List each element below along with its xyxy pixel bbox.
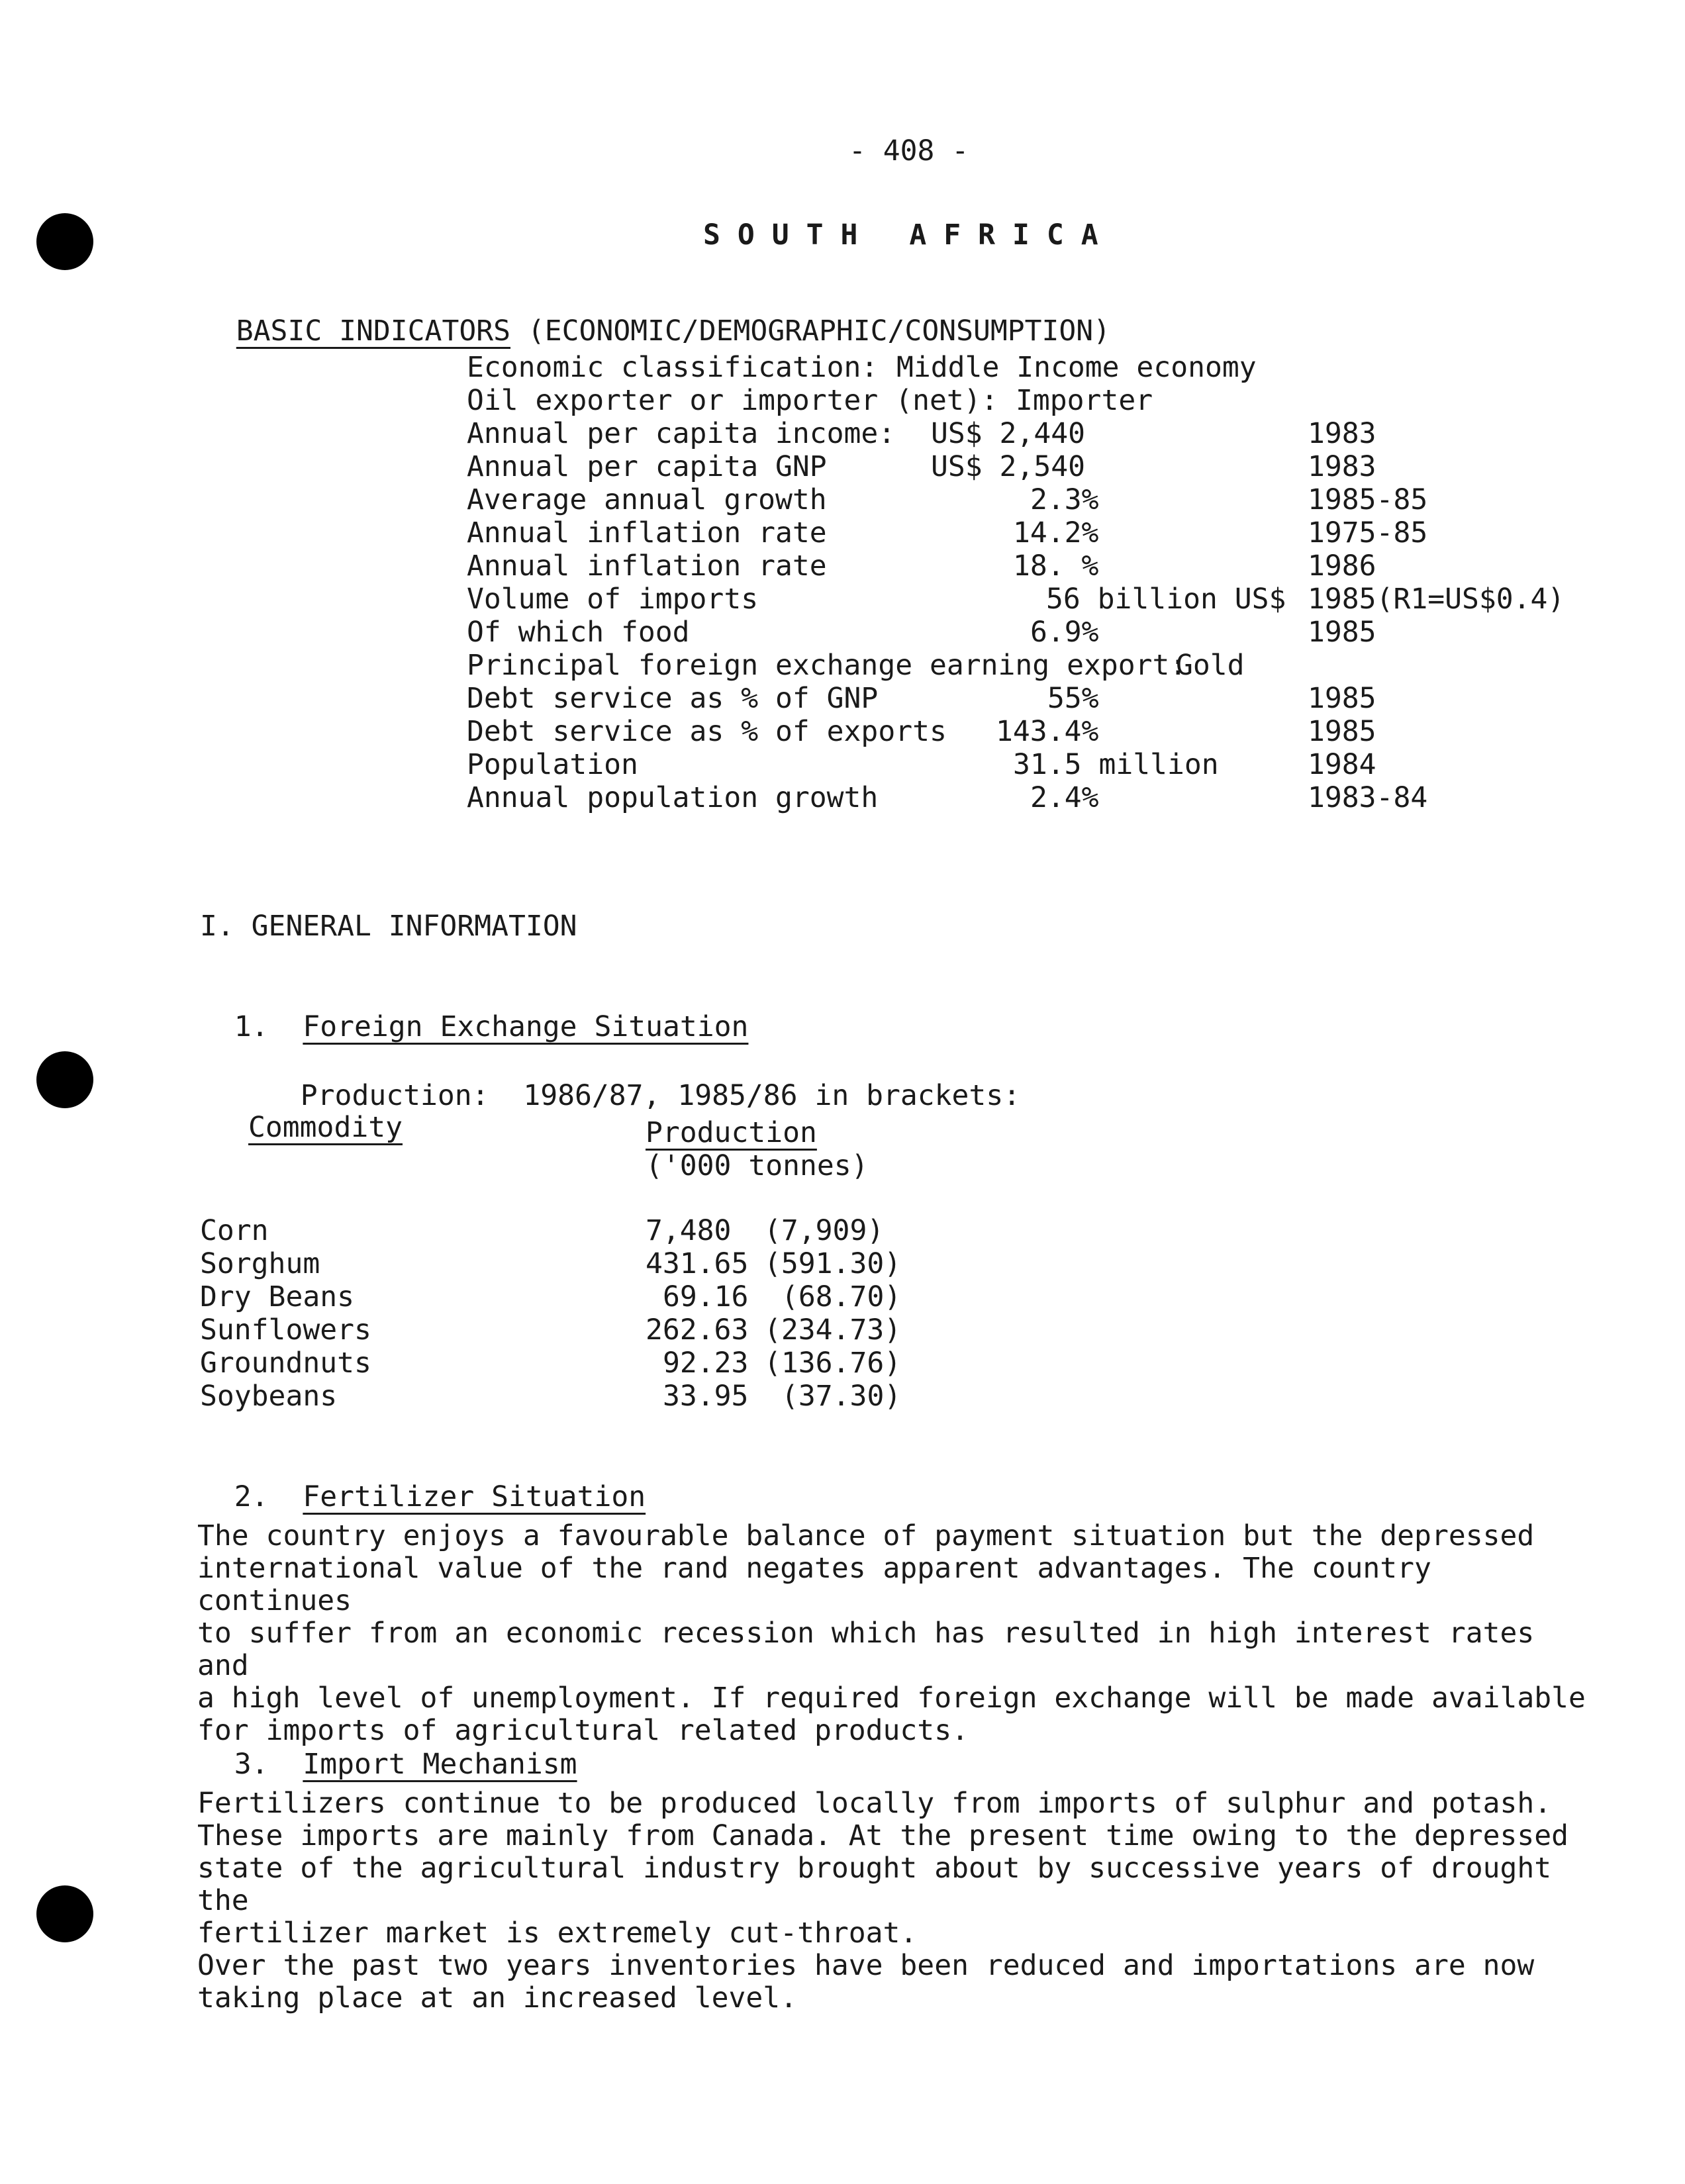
indicator-label: Annual inflation rate — [467, 549, 827, 583]
indicator-year: 1983 — [1308, 450, 1376, 483]
section-2-number: 2. — [234, 1480, 269, 1513]
production-units-header: ('000 tonnes) — [646, 1149, 869, 1182]
indicator-label: Average annual growth — [467, 483, 827, 516]
indicator-row — [0, 351, 1257, 384]
indicator-year: 1983-84 — [1308, 781, 1428, 814]
section-1-heading — [200, 977, 748, 1043]
indicator-value: 6.9% — [1030, 616, 1099, 649]
indicator-value: US$ 2,540 — [931, 450, 1085, 483]
indicator-label: Annual per capita GNP — [467, 450, 827, 483]
table-row — [0, 1247, 902, 1280]
production-current: 431.65 — [646, 1247, 749, 1280]
indicator-label: Of which food — [467, 616, 690, 649]
commodity-name: Dry Beans — [200, 1280, 354, 1313]
indicator-row — [0, 748, 1376, 781]
indicator-row — [0, 549, 1376, 583]
general-information-heading: I. GENERAL INFORMATION — [200, 910, 577, 943]
basic-indicators-subheading: (ECONOMIC/DEMOGRAPHIC/CONSUMPTION) — [510, 314, 1111, 348]
commodity-name: Soybeans — [200, 1380, 338, 1413]
commodity-column-header: Commodity — [248, 1111, 403, 1144]
indicator-label: Debt service as % of GNP — [467, 682, 879, 715]
commodity-name: Corn — [200, 1214, 269, 1247]
production-note: 1986/87, 1985/86 in brackets: — [523, 1079, 1021, 1112]
table-row — [0, 1347, 902, 1380]
section-3-number: 3. — [234, 1748, 269, 1781]
table-row — [0, 1313, 902, 1347]
indicator-label: Principal foreign exchange earning export: — [467, 649, 1187, 682]
indicator-row — [0, 715, 1376, 748]
table-row — [0, 1214, 885, 1247]
production-note-line — [266, 1046, 1020, 1112]
indicator-year: 1986 — [1308, 549, 1376, 583]
indicator-value: 18. % — [1013, 549, 1099, 583]
indicator-row — [0, 682, 1376, 715]
basic-indicators-heading: BASIC INDICATORS — [236, 314, 510, 348]
commodity-name: Sorghum — [200, 1247, 320, 1280]
indicator-year: 1975-85 — [1308, 516, 1428, 549]
section-3-heading — [200, 1715, 577, 1781]
indicator-value: US$ 2,440 — [931, 417, 1085, 450]
indicator-value: 31.5 million — [1013, 748, 1219, 781]
production-current: 33.95 — [663, 1380, 749, 1413]
page-title: SOUTH AFRICA — [703, 218, 1116, 252]
production-previous: (68.70) — [781, 1280, 902, 1313]
production-previous: (7,909) — [764, 1214, 885, 1247]
commodity-name: Sunflowers — [200, 1313, 371, 1347]
indicator-label: Debt service as % of exports — [467, 715, 947, 748]
indicator-label: Annual population growth — [467, 781, 879, 814]
indicator-value: 55% — [1047, 682, 1099, 715]
indicator-row — [0, 616, 1376, 649]
production-previous: (37.30) — [781, 1380, 902, 1413]
section-1-number: 1. — [234, 1010, 269, 1043]
indicator-row — [0, 649, 1245, 682]
indicator-year: 1985 — [1308, 682, 1376, 715]
indicator-label: Volume of imports — [467, 583, 759, 616]
section-2-paragraph: The country enjoys a favourable balance of payment situation but the depressed international value of the rand negates apparent advantages. The country continues to suffer from an economic recession which has resulted in high interest rates and a high level of unemployment. If required foreign exchange will be made available for imports of agricultural related products. — [197, 1519, 1586, 1747]
table-row — [0, 1280, 902, 1313]
indicator-year: 1985 — [1308, 715, 1376, 748]
indicator-value: 2.4% — [1030, 781, 1099, 814]
indicator-row — [0, 417, 1376, 450]
production-current: 92.23 — [663, 1347, 749, 1380]
indicator-value: Middle Income economy — [896, 351, 1257, 384]
indicator-year: 1985 — [1308, 616, 1376, 649]
indicator-year: 1984 — [1308, 748, 1376, 781]
punch-hole-middle — [36, 1051, 93, 1108]
indicator-label: Economic classification: — [467, 351, 879, 384]
production-previous: (591.30) — [764, 1247, 902, 1280]
indicator-row — [0, 781, 1428, 814]
production-previous: (136.76) — [764, 1347, 902, 1380]
indicator-value: 143.4% — [996, 715, 1099, 748]
indicator-row — [0, 450, 1376, 483]
production-current: 7,480 — [646, 1214, 732, 1247]
section-3-paragraph-2: Over the past two years inventories have been reduced and importations are now taking place at an increased level. — [197, 1949, 1535, 2015]
punch-hole-bottom — [36, 1885, 93, 1942]
table-row — [0, 1380, 902, 1413]
section-3-paragraph-1: Fertilizers continue to be produced locally from imports of sulphur and potash. These imports are mainly from Canada. At the present time owing to the depressed state of the agricultural industry brought about by successive years of drought the fertilizer market is extremely cut-throat. — [197, 1787, 1569, 1950]
punch-hole-top — [36, 213, 93, 270]
indicator-value: Importer — [1016, 384, 1153, 417]
indicator-value: 14.2% — [1013, 516, 1099, 549]
indicator-value: 56 billion US$ — [1046, 583, 1286, 616]
section-2-heading — [200, 1447, 646, 1513]
page-number: - 408 - — [849, 134, 969, 167]
basic-indicators-heading-line — [202, 281, 1110, 348]
indicator-label: Population — [467, 748, 638, 781]
section-1-title: Foreign Exchange Situation — [303, 1010, 749, 1043]
indicator-label: Annual inflation rate — [467, 516, 827, 549]
production-label: Production: — [300, 1079, 489, 1112]
section-3-title: Import Mechanism — [303, 1748, 577, 1781]
production-current: 69.16 — [663, 1280, 749, 1313]
indicator-value: Gold — [1176, 649, 1245, 682]
indicator-label: Annual per capita income: — [467, 417, 896, 450]
indicator-row — [0, 583, 1565, 616]
indicator-row — [0, 516, 1428, 549]
production-column-header: Production — [646, 1116, 817, 1149]
production-previous: (234.73) — [764, 1313, 902, 1347]
section-2-title: Fertilizer Situation — [303, 1480, 646, 1513]
commodity-name: Groundnuts — [200, 1347, 371, 1380]
indicator-row — [0, 384, 1153, 417]
indicator-row — [0, 483, 1428, 516]
indicator-year: 1985-85 — [1308, 483, 1428, 516]
indicator-label: Oil exporter or importer (net): — [467, 384, 998, 417]
production-current: 262.63 — [646, 1313, 749, 1347]
indicator-value: 2.3% — [1030, 483, 1099, 516]
indicator-year: 1983 — [1308, 417, 1376, 450]
indicator-year: 1985(R1=US$0.4) — [1308, 583, 1565, 616]
